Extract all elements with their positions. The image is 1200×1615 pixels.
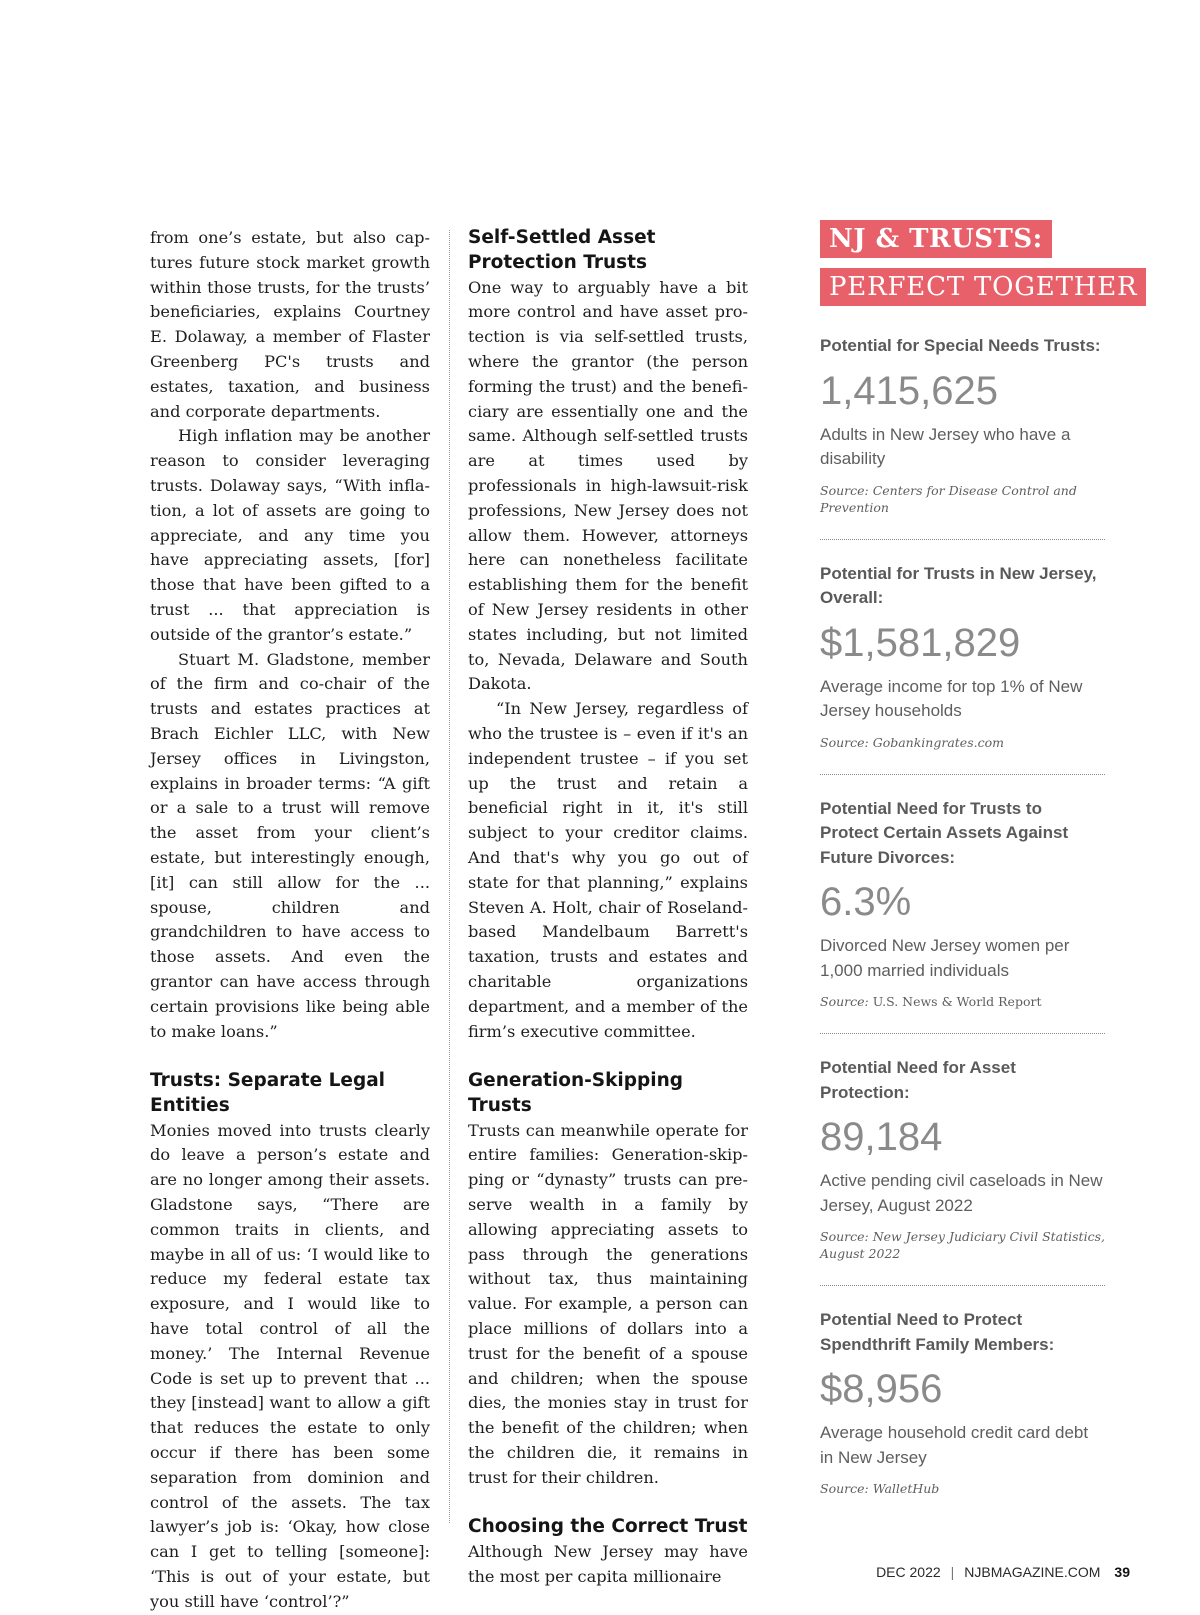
sidebar-banner-subtitle: PERFECT TOGETHER: [820, 268, 1146, 306]
stat-source: [820, 1480, 1105, 1497]
stat-source-label: Source:: [820, 734, 869, 750]
sidebar-banner-title: NJ & TRUSTS:: [820, 220, 1052, 258]
stat-title: Potential Need for Trusts to Protect Certain Assets Against Future Divorces:: [820, 798, 1069, 867]
body-paragraph: Stuart M. Gladstone, member of the firm and co-chair of the trusts and estates practices at Brach Eichler LLC, with New Jersey offices in Livingston, explains in broader terms: “A gift or a sale to a trust will remove the asset from your client’s estate, but interestingly enough, [it] can still allow for the ... spouse, children and grandchildren to have access to those assets. And even the grantor can have access through certain provisions like being able to make loans.”: [150, 649, 430, 1041]
stat-source-text: Centers for Disease Control and Prevention: [820, 482, 1077, 515]
stat-source: [820, 734, 1105, 751]
body-paragraph: High inflation may be another reason to consider leveraging trusts. Dolaway says, “With inflation, a lot of assets are going to appreciate, and any time you have appreciating assets, [for] those that have been gifted to a trust ... that appreciation is outside of the grantor’s estate.”: [150, 426, 430, 644]
stat-title: Potential for Trusts in New Jersey, Overall:: [820, 563, 1097, 607]
stat-source-text: Gobankingrates.com: [872, 734, 1004, 750]
page-footer: [876, 1564, 1130, 1580]
stat-value: $1,581,829: [820, 620, 1021, 665]
stat-source-text: New Jersey Judiciary Civil Statistics, August 2022: [820, 1229, 1105, 1261]
stat-source-label: Source:: [820, 1229, 869, 1244]
column-divider: [449, 230, 450, 1523]
stat-source-text: WalletHub: [872, 1481, 940, 1496]
stat-title: Potential for Special Needs Trusts:: [820, 336, 1101, 355]
footer-separator: |: [950, 1564, 955, 1580]
section-heading: Generation-Skipping Trusts: [468, 1070, 684, 1116]
stat-block: [820, 334, 1105, 540]
stat-source-text: U.S. News & World Report: [872, 994, 1042, 1009]
stat-block: [820, 540, 1105, 775]
stat-block: [820, 775, 1105, 1035]
stat-title: Potential Need to Protect Spendthrift Family Members:: [820, 1310, 1055, 1354]
footer-site: NJBMAGAZINE.COM: [964, 1564, 1101, 1580]
stat-source: [820, 993, 1105, 1010]
stat-description: Average income for top 1% of New Jersey households: [820, 676, 1083, 720]
stat-source-label: Source:: [820, 482, 869, 498]
body-paragraph: Although New Jersey may have the most per capita millionaire: [468, 1542, 748, 1587]
article-column-left: [150, 226, 430, 1615]
body-paragraph: “In New Jersey, regardless of who the trustee is – even if it's an independent trustee – if you set up the trust and retain a beneficial right in it, it's still subject to your creditor claims. And that's why you go out of state for that planning,” explains Steven A. Holt, chair of Roseland-based Mandelbaum Barrett's taxation, trusts and estates and charitable organizations department, and a member of the firm’s executive committee.: [468, 699, 748, 1041]
stat-value: 89,184: [820, 1115, 943, 1159]
stats-list: [820, 334, 1105, 1520]
section-heading: Choosing the Correct Trust: [468, 1516, 748, 1538]
stat-source-label: Source:: [820, 1481, 869, 1496]
stat-value: 6.3%: [820, 880, 912, 924]
body-paragraph: Monies moved into trusts clearly do leave a person’s estate and are no longer among their assets. Gladstone says, “There are common traits in clients, and maybe in all of us: ‘I would like to reduce my federal estate tax exposure, and I would like to have total control of all the money.’ The Internal Revenue Code is set up to prevent that ... they [instead] want to allow a gift that reduces the estate to only occur if there has been some separation from dominion and control of the assets. The tax lawyer’s job is: ‘Okay, how close can I get to telling [someone]: ‘This is out of your estate, but you still have ‘control’?”: [150, 1120, 430, 1611]
stat-block: [820, 1034, 1105, 1286]
stat-description: Divorced New Jersey women per 1,000 married individuals: [820, 936, 1070, 980]
footer-issue: DEC 2022: [876, 1564, 941, 1580]
stat-value: 1,415,625: [820, 368, 998, 413]
stat-block: [820, 1286, 1105, 1520]
page-number: 39: [1114, 1564, 1130, 1580]
stat-title: Potential Need for Asset Protection:: [820, 1058, 1016, 1102]
stat-description: Adults in New Jersey who have a disability: [820, 424, 1071, 468]
body-paragraph: One way to arguably have a bit more control and have asset protection is via self-settled trusts, where the grantor (the person forming the trust) and the beneficiary are essentially one and the same. Although self-settled trusts are at times used by professionals in high-lawsuit-risk professions, New Jersey does not allow them. However, attorneys here can nonetheless facilitate establishing them for the benefit of New Jersey residents in other states including, but not limited to, Nevada, Delaware and South Dakota.: [468, 277, 748, 694]
stat-source: [820, 1228, 1105, 1262]
stat-description: Average household credit card debt in New Jersey: [820, 1423, 1089, 1467]
stats-sidebar: [820, 220, 1138, 1520]
stat-description: Active pending civil caseloads in New Jersey, August 2022: [820, 1171, 1103, 1215]
stat-source-label: Source:: [820, 994, 869, 1009]
stat-source: [820, 482, 1105, 516]
section-heading: Self-Settled Asset Protection Trusts: [468, 227, 656, 273]
stat-value: $8,956: [820, 1367, 943, 1411]
body-paragraph: Trusts can meanwhile operate for entire families: Generation-skipping or “dynasty” trusts can preserve wealth in a family by allowing appreciating assets to pass through the generations without tax, thus maintaining value. For example, a person can place millions of dollars into a trust for the benefit of a spouse and children; when the spouse dies, the monies stay in trust for the benefit of the children; when the children die, it remains in trust for their children.: [468, 1120, 748, 1487]
article-column-right: [468, 226, 748, 1590]
body-paragraph: from one’s estate, but also captures future stock market growth within those trusts, for the trusts’ beneficiaries, explains Courtney E. Dolaway, a member of Flaster Greenberg PC's trusts and estates, taxation, and business and corporate departments.: [150, 228, 430, 421]
section-heading: Trusts: Separate Legal Entities: [150, 1070, 386, 1116]
